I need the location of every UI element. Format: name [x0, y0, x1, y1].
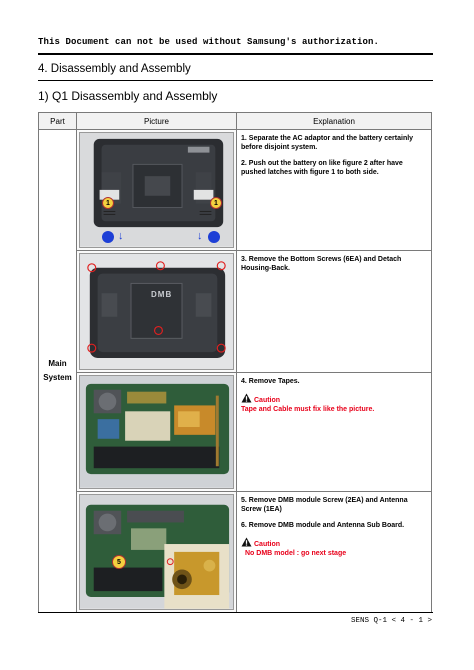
explanation-cell: [237, 130, 432, 251]
callout-1-left: 1: [102, 197, 114, 209]
table-row: [39, 373, 432, 492]
picture-cell: [77, 250, 237, 373]
arrow-down-icon: ↓: [197, 230, 203, 242]
blue-marker-right: [208, 231, 220, 243]
caution-text: Tape and Cable must fix like the picture.: [241, 406, 375, 414]
table-row: [39, 130, 432, 251]
step-1-text: 1. Separate the AC adaptor and the battery certainly before disjoint system.: [241, 135, 414, 151]
header-explanation: Explanation: [237, 113, 432, 130]
page-reference: SENS Q-1 < 4 - 1 >: [350, 617, 432, 625]
step-6-text: 6. Remove DMB module and Antenna Sub Board.: [241, 522, 405, 530]
caution-block: [241, 393, 427, 414]
picture-cell: [77, 373, 237, 492]
callout-5: 5: [112, 555, 126, 569]
caution-text: No DMB model : go next stage: [245, 550, 347, 558]
warning-triangle-icon: [241, 393, 252, 403]
disassembly-table: [38, 112, 432, 613]
step-4-text: 4. Remove Tapes.: [241, 378, 300, 386]
part-cell: [39, 130, 77, 613]
part-label-system: System: [43, 373, 72, 383]
callout-1-right: 1: [210, 197, 222, 209]
step-3-text: 3. Remove the Bottom Screws (6EA) and Detach Housing-Back.: [241, 255, 402, 272]
authorization-notice: This Document can not be used without Samsung's authorization.: [38, 37, 380, 47]
photo-bottom-screws: [79, 253, 234, 371]
step-5-text: 5. Remove DMB module Screw (2EA) and Antenna Screw (1EA): [241, 497, 408, 514]
explanation-cell: [237, 373, 432, 492]
explanation-cell: [237, 250, 432, 373]
caution-block: [241, 537, 427, 558]
part-label-main: Main: [48, 359, 67, 369]
blue-marker-left: [102, 231, 114, 243]
explanation-cell: [237, 492, 432, 613]
table-row: [39, 492, 432, 613]
section-title: 4. Disassembly and Assembly: [38, 63, 191, 75]
picture-cell: [77, 130, 237, 251]
footer-rule: [38, 612, 433, 613]
subsection-title: 1) Q1 Disassembly and Assembly: [38, 89, 218, 103]
header-part: Part: [39, 113, 77, 130]
warning-triangle-icon: [241, 537, 252, 547]
caution-label: Caution: [254, 397, 281, 405]
photo-battery-back: [79, 132, 234, 248]
table-header-row: [39, 113, 432, 130]
table-row: [39, 250, 432, 373]
photo-tapes: [79, 375, 234, 489]
header-rule: [38, 53, 433, 55]
caution-label: Caution: [254, 541, 281, 549]
header-picture: Picture: [77, 113, 237, 130]
arrow-down-icon: ↓: [118, 230, 124, 242]
photo-dmb-module: [79, 494, 234, 610]
picture-cell: [77, 492, 237, 613]
section-rule: [38, 80, 433, 81]
step-2-text: 2. Push out the battery on like figure 2 after have pushed latches with figure 1 to both side.: [241, 160, 403, 176]
dmb-logo-label: DMB: [151, 289, 173, 299]
